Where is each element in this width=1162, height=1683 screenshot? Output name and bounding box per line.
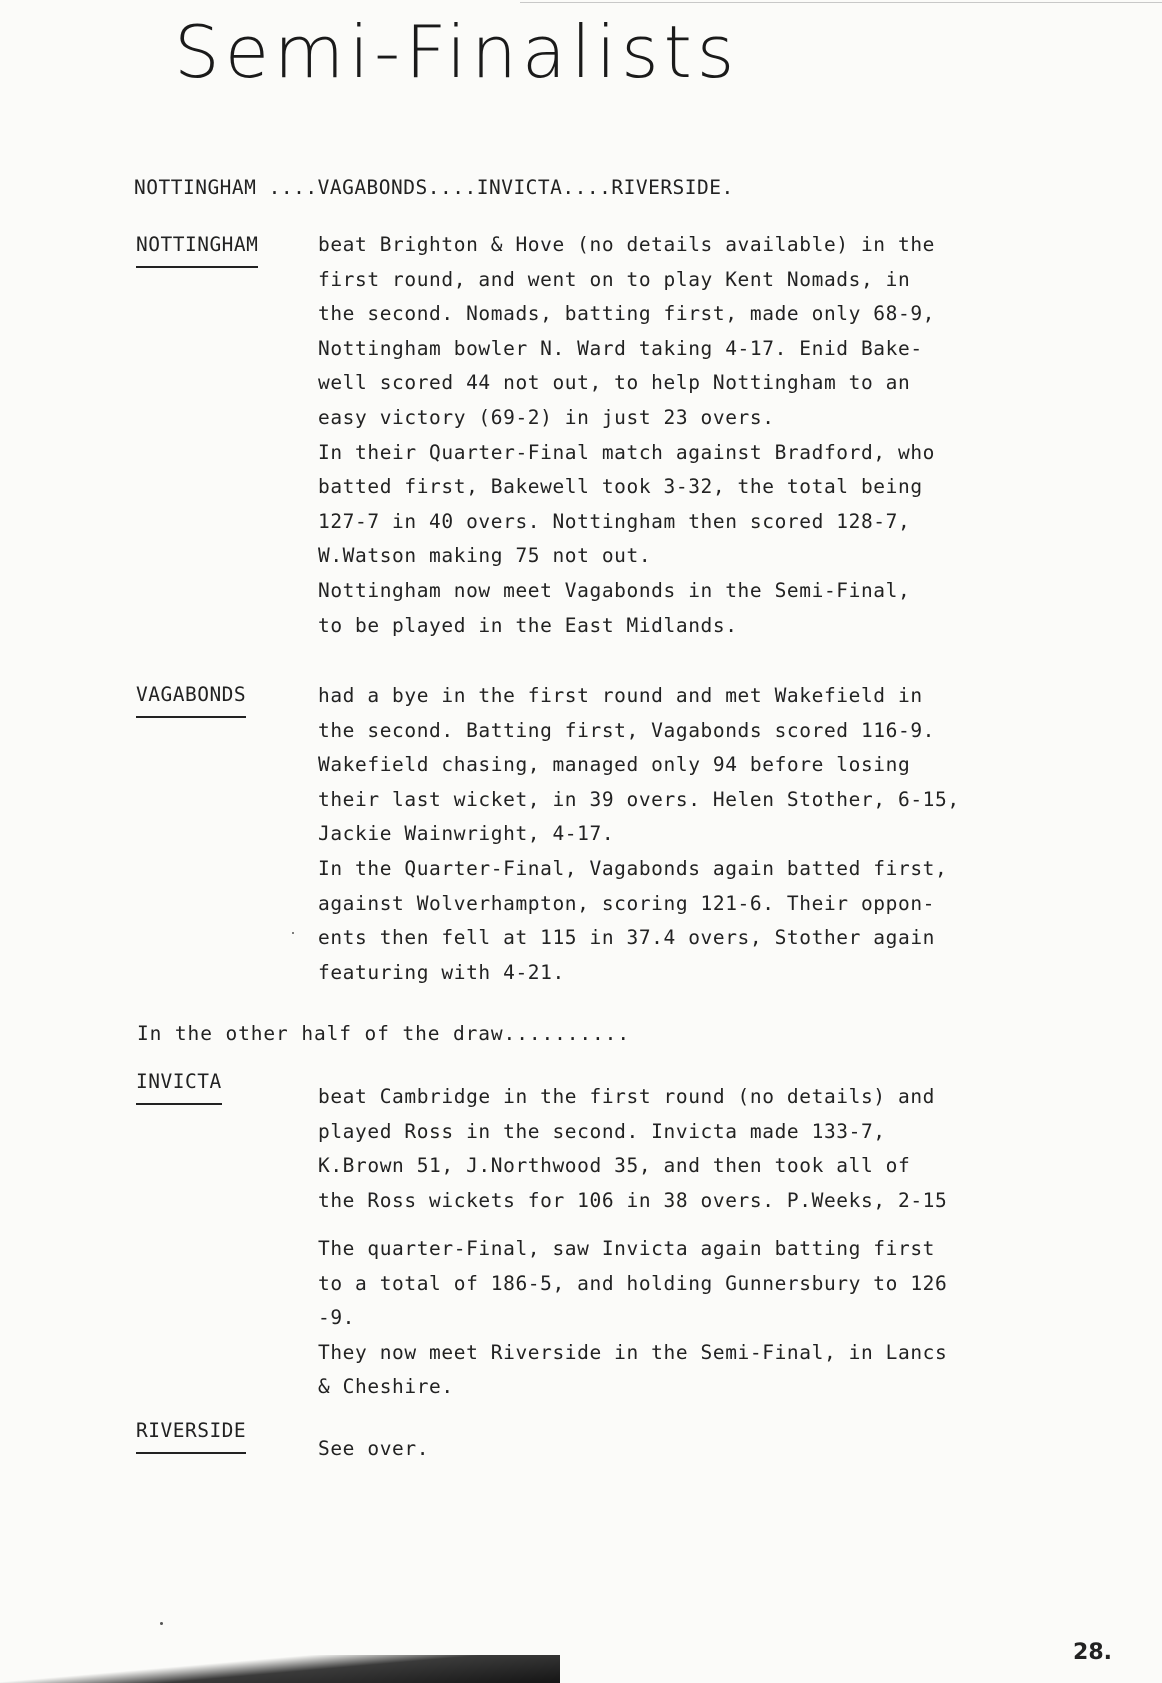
text-line: the second. Batting first, Vagabonds scored 116-9. bbox=[318, 718, 935, 742]
label-invicta: INVICTA bbox=[136, 1070, 222, 1105]
other-half-note: In the other half of the draw.......... bbox=[137, 1022, 630, 1045]
text-line: played Ross in the second. Invicta made 133-7, bbox=[318, 1119, 886, 1143]
text-line: The quarter-Final, saw Invicta again batting first bbox=[318, 1237, 935, 1260]
text-line: to be played in the East Midlands. bbox=[318, 613, 738, 637]
text-line: Jackie Wainwright, 4-17. bbox=[318, 822, 615, 846]
text-line: Nottingham now meet Vagabonds in the Semi-Final, bbox=[318, 578, 911, 602]
text-line: against Wolverhampton, scoring 121-6. Their oppon- bbox=[318, 891, 935, 915]
text-line: 127-7 in 40 overs. Nottingham then scored 128-7, bbox=[318, 509, 911, 533]
text-line: W.Watson making 75 not out. bbox=[318, 544, 652, 568]
teams-header-line: NOTTINGHAM ....VAGABONDS....INVICTA....RIVERSIDE. bbox=[134, 176, 734, 199]
page-title: Semi-Finalists bbox=[174, 10, 740, 94]
paragraph-invicta-1 bbox=[318, 1080, 1058, 1218]
text-line: beat Brighton & Hove (no details available) in the bbox=[318, 233, 935, 256]
paragraph-vagabonds bbox=[318, 679, 1058, 990]
text-line: & Cheshire. bbox=[318, 1375, 454, 1399]
text-line: first round, and went on to play Kent Nomads, in bbox=[318, 267, 911, 291]
scan-edge-shadow bbox=[0, 1655, 560, 1683]
text-line: beat Cambridge in the first round (no details) and bbox=[318, 1085, 935, 1108]
text-line: easy victory (69-2) in just 23 overs. bbox=[318, 405, 775, 429]
top-rule bbox=[520, 2, 1162, 3]
text-line: See over. bbox=[318, 1437, 430, 1460]
text-line: K.Brown 51, J.Northwood 35, and then took all of bbox=[318, 1154, 911, 1178]
text-line: -9. bbox=[318, 1306, 356, 1330]
text-line: They now meet Riverside in the Semi-Final, in Lancs bbox=[318, 1340, 948, 1364]
text-line: well scored 44 not out, to help Nottingham to an bbox=[318, 371, 911, 395]
text-line: Nottingham bowler N. Ward taking 4-17. Enid Bake- bbox=[318, 336, 923, 360]
text-line: featuring with 4-21. bbox=[318, 960, 565, 984]
paragraph-invicta-2 bbox=[318, 1232, 1058, 1405]
page-number: 28. bbox=[1073, 1640, 1112, 1665]
label-riverside: RIVERSIDE bbox=[136, 1419, 246, 1454]
paragraph-riverside bbox=[318, 1432, 1058, 1467]
text-line: Wakefield chasing, managed only 94 before losing bbox=[318, 753, 911, 777]
text-line: their last wicket, in 39 overs. Helen Stother, 6-15, bbox=[318, 787, 960, 811]
text-line: In their Quarter-Final match against Bradford, who bbox=[318, 440, 935, 464]
text-line: batted first, Bakewell took 3-32, the total being bbox=[318, 475, 923, 499]
scan-speck bbox=[160, 1622, 163, 1625]
text-line: ents then fell at 115 in 37.4 overs, Stother again bbox=[318, 926, 935, 950]
text-line: In the Quarter-Final, Vagabonds again batted first, bbox=[318, 856, 948, 880]
label-vagabonds: VAGABONDS bbox=[136, 683, 246, 718]
text-line: the Ross wickets for 106 in 38 overs. P.Weeks, 2-15 bbox=[318, 1188, 948, 1212]
label-nottingham: NOTTINGHAM bbox=[136, 233, 258, 268]
text-line: to a total of 186-5, and holding Gunnersbury to 126 bbox=[318, 1271, 948, 1295]
scan-speck bbox=[292, 932, 294, 934]
paragraph-nottingham bbox=[318, 228, 1058, 643]
text-line: the second. Nomads, batting first, made only 68-9, bbox=[318, 302, 935, 326]
text-line: had a bye in the first round and met Wakefield in bbox=[318, 684, 923, 707]
